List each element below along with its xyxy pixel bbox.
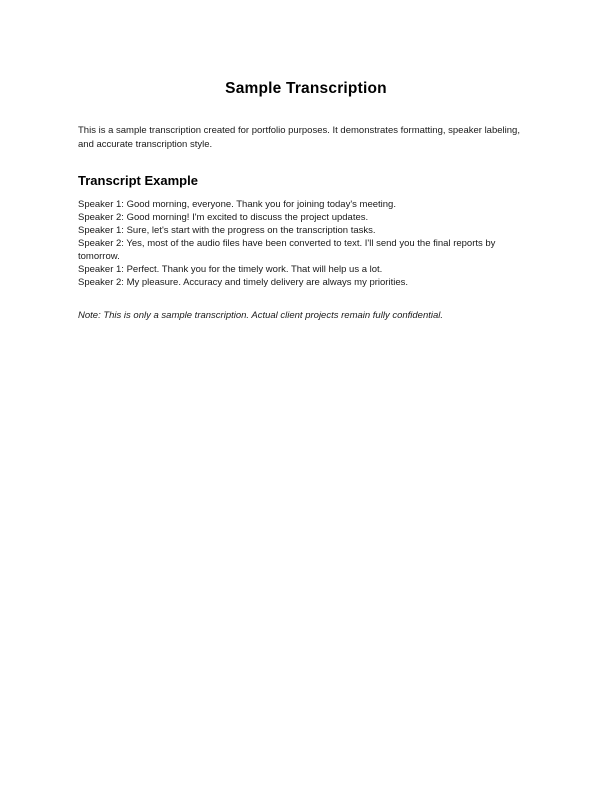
transcript-line: Speaker 1: Good morning, everyone. Thank you for joining today's meeting. — [78, 199, 396, 210]
section-heading: Transcript Example — [78, 173, 198, 188]
transcript-line: Speaker 2: Good morning! I'm excited to discuss the project updates. — [78, 212, 369, 223]
transcript-line: Speaker 2: Yes, most of the audio files have been converted to text. I'll send you the final reports by tomorrow. — [78, 238, 496, 262]
transcript-line: Speaker 1: Sure, let's start with the progress on the transcription tasks. — [78, 225, 376, 236]
transcript-line: Speaker 1: Perfect. Thank you for the timely work. That will help us a lot. — [78, 264, 383, 275]
document-title: Sample Transcription — [225, 80, 387, 97]
transcript-line: Speaker 2: My pleasure. Accuracy and timely delivery are always my priorities. — [78, 277, 408, 288]
transcript-block — [78, 198, 534, 289]
note-paragraph: Note: This is only a sample transcription. Actual client projects remain fully confidential. — [78, 310, 444, 321]
intro-paragraph: This is a sample transcription created for portfolio purposes. It demonstrates formatting, speaker labeling, and accurate transcription style. — [78, 125, 520, 150]
